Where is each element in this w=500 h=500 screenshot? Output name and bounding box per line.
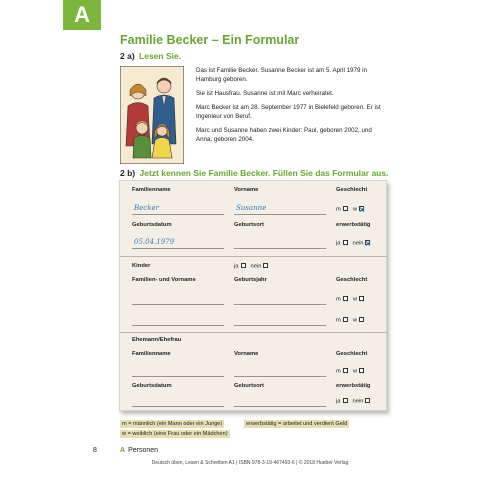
checkbox-ehe-nein[interactable]: [365, 398, 370, 403]
checkbox-nein[interactable]: [365, 240, 370, 245]
family-illustration-drawing: [120, 66, 184, 164]
family-illustration: [120, 66, 184, 164]
form-section-person: [120, 181, 388, 256]
field-familienname-value: Becker: [134, 204, 159, 212]
task-2b: [120, 168, 388, 178]
reading-text: [196, 66, 386, 149]
field-ehe-familienname-line[interactable]: [132, 376, 224, 377]
kinder-options: [234, 263, 268, 270]
kind1-geschlecht-options: [336, 296, 364, 303]
ja-label: ja: [234, 263, 239, 270]
checkbox-kind2-m[interactable]: [343, 317, 348, 322]
label-familien-und-vorname: Familien- und Vorname: [132, 277, 196, 283]
section-badge: A: [63, 0, 101, 30]
checkbox-m[interactable]: [343, 206, 348, 211]
task-2b-number: 2 b): [120, 168, 136, 178]
erwerbstaetig-options: [336, 240, 370, 247]
checkbox-kinder-nein[interactable]: [263, 263, 268, 268]
legend-m: m = männlich (ein Mann oder ein Junge): [122, 421, 223, 427]
footer-section-letter: A: [120, 447, 126, 454]
checkbox-ehe-m[interactable]: [343, 368, 348, 373]
label-geburtsdatum: Geburtsdatum: [132, 222, 172, 228]
reading-paragraph: Marc und Susanne haben zwei Kinder: Paul, geboren 2002, und Anna, geboren 2004.: [196, 127, 372, 143]
label-ehemann-ehefrau: Ehemann/Ehefrau: [132, 337, 182, 343]
ehe-geschlecht-options: [336, 368, 364, 375]
label-geburtsdatum: Geburtsdatum: [132, 383, 172, 389]
field-ehe-geburtsort-line[interactable]: [234, 406, 326, 407]
label-vorname: Vorname: [234, 187, 259, 193]
m-label: m: [336, 317, 341, 324]
label-erwerbstaetig: erwerbstätig: [336, 383, 371, 389]
legend-w: w = weiblich (eine Frau oder ein Mädchen): [122, 431, 228, 437]
field-vorname-value: Susanne: [236, 204, 267, 212]
ehe-erwerbstaetig-options: [336, 398, 370, 405]
task-2a-instruction: Lesen Sie.: [139, 51, 182, 61]
label-familienname: Familienname: [132, 351, 171, 357]
field-ehe-geburtsdatum-line[interactable]: [132, 406, 224, 407]
task-2b-instruction: Jetzt kennen Sie Familie Becker. Füllen Sie das Formular aus.: [139, 168, 389, 178]
geschlecht-options: [336, 206, 364, 213]
checkbox-kind2-w[interactable]: [359, 317, 364, 322]
checkbox-kind1-m[interactable]: [343, 296, 348, 301]
reading-paragraph: Sie ist Hausfrau. Susanne ist mit Marc verheiratet.: [196, 90, 334, 97]
field-vorname-line[interactable]: [234, 214, 326, 215]
field-familienname-line[interactable]: [132, 214, 224, 215]
w-label: w: [352, 368, 358, 375]
task-2a: [120, 51, 181, 61]
ja-label: ja: [336, 398, 341, 405]
task-2a-number: 2 a): [120, 51, 135, 61]
label-geburtsort: Geburtsort: [234, 222, 264, 228]
checkbox-kind1-w[interactable]: [359, 296, 364, 301]
reading-paragraph: Das ist Familie Becker. Susanne Becker ist am 5. April 1979 in Hamburg geboren.: [196, 67, 367, 83]
field-geburtsort-line[interactable]: [234, 248, 326, 249]
label-kinder: Kinder: [132, 263, 151, 269]
registration-form: [119, 180, 387, 411]
checkbox-ja[interactable]: [343, 240, 348, 245]
page-title: Familie Becker – Ein Formular: [120, 33, 300, 47]
m-label: m: [336, 206, 341, 213]
checkbox-ehe-ja[interactable]: [343, 398, 348, 403]
field-geburtsdatum-value: 05.04.1979: [134, 238, 175, 246]
field-kind1-jahr-line[interactable]: [234, 304, 326, 305]
field-kind2-jahr-line[interactable]: [234, 325, 326, 326]
label-erwerbstaetig: erwerbstätig: [336, 222, 371, 228]
nein-label: nein: [352, 398, 364, 405]
label-vorname: Vorname: [234, 351, 259, 357]
label-geschlecht: Geschlecht: [336, 351, 368, 357]
label-geburtsjahr: Geburtsjahr: [234, 277, 267, 283]
ja-label: ja: [336, 240, 341, 247]
m-label: m: [336, 368, 341, 375]
field-kind1-name-line[interactable]: [132, 304, 224, 305]
checkbox-w[interactable]: [359, 206, 364, 211]
checkbox-kinder-ja[interactable]: [241, 263, 246, 268]
legend-erwerbstaetig: erwerbstätig = arbeitet und verdient Geld: [246, 421, 348, 427]
form-section-ehepartner: [120, 333, 388, 411]
nein-label: nein: [352, 240, 364, 247]
form-section-kinder: [120, 257, 388, 332]
label-geschlecht: Geschlecht: [336, 187, 368, 193]
checkbox-ehe-w[interactable]: [359, 368, 364, 373]
kind2-geschlecht-options: [336, 317, 364, 324]
label-geschlecht: Geschlecht: [336, 277, 368, 283]
field-geburtsdatum-line[interactable]: [132, 248, 224, 249]
footer-section: [120, 447, 158, 454]
label-geburtsort: Geburtsort: [234, 383, 264, 389]
m-label: m: [336, 296, 341, 303]
w-label: w: [352, 206, 358, 213]
nein-label: nein: [250, 263, 262, 270]
w-label: w: [352, 296, 358, 303]
field-kind2-name-line[interactable]: [132, 325, 224, 326]
page-number: 8: [93, 447, 97, 454]
label-familienname: Familienname: [132, 187, 171, 193]
footer-section-name: Personen: [128, 447, 159, 454]
footer-publication-info: Deutsch üben, Lesen & Schreiben A1 | ISBN 978-3-19-467493-6 | © 2018 Hueber Verlag: [151, 460, 349, 466]
field-ehe-vorname-line[interactable]: [234, 376, 326, 377]
w-label: w: [352, 317, 358, 324]
reading-paragraph: Marc Becker ist am 28. September 1977 in Bielefeld geboren. Er ist Ingenieur von Beruf.: [196, 104, 381, 120]
